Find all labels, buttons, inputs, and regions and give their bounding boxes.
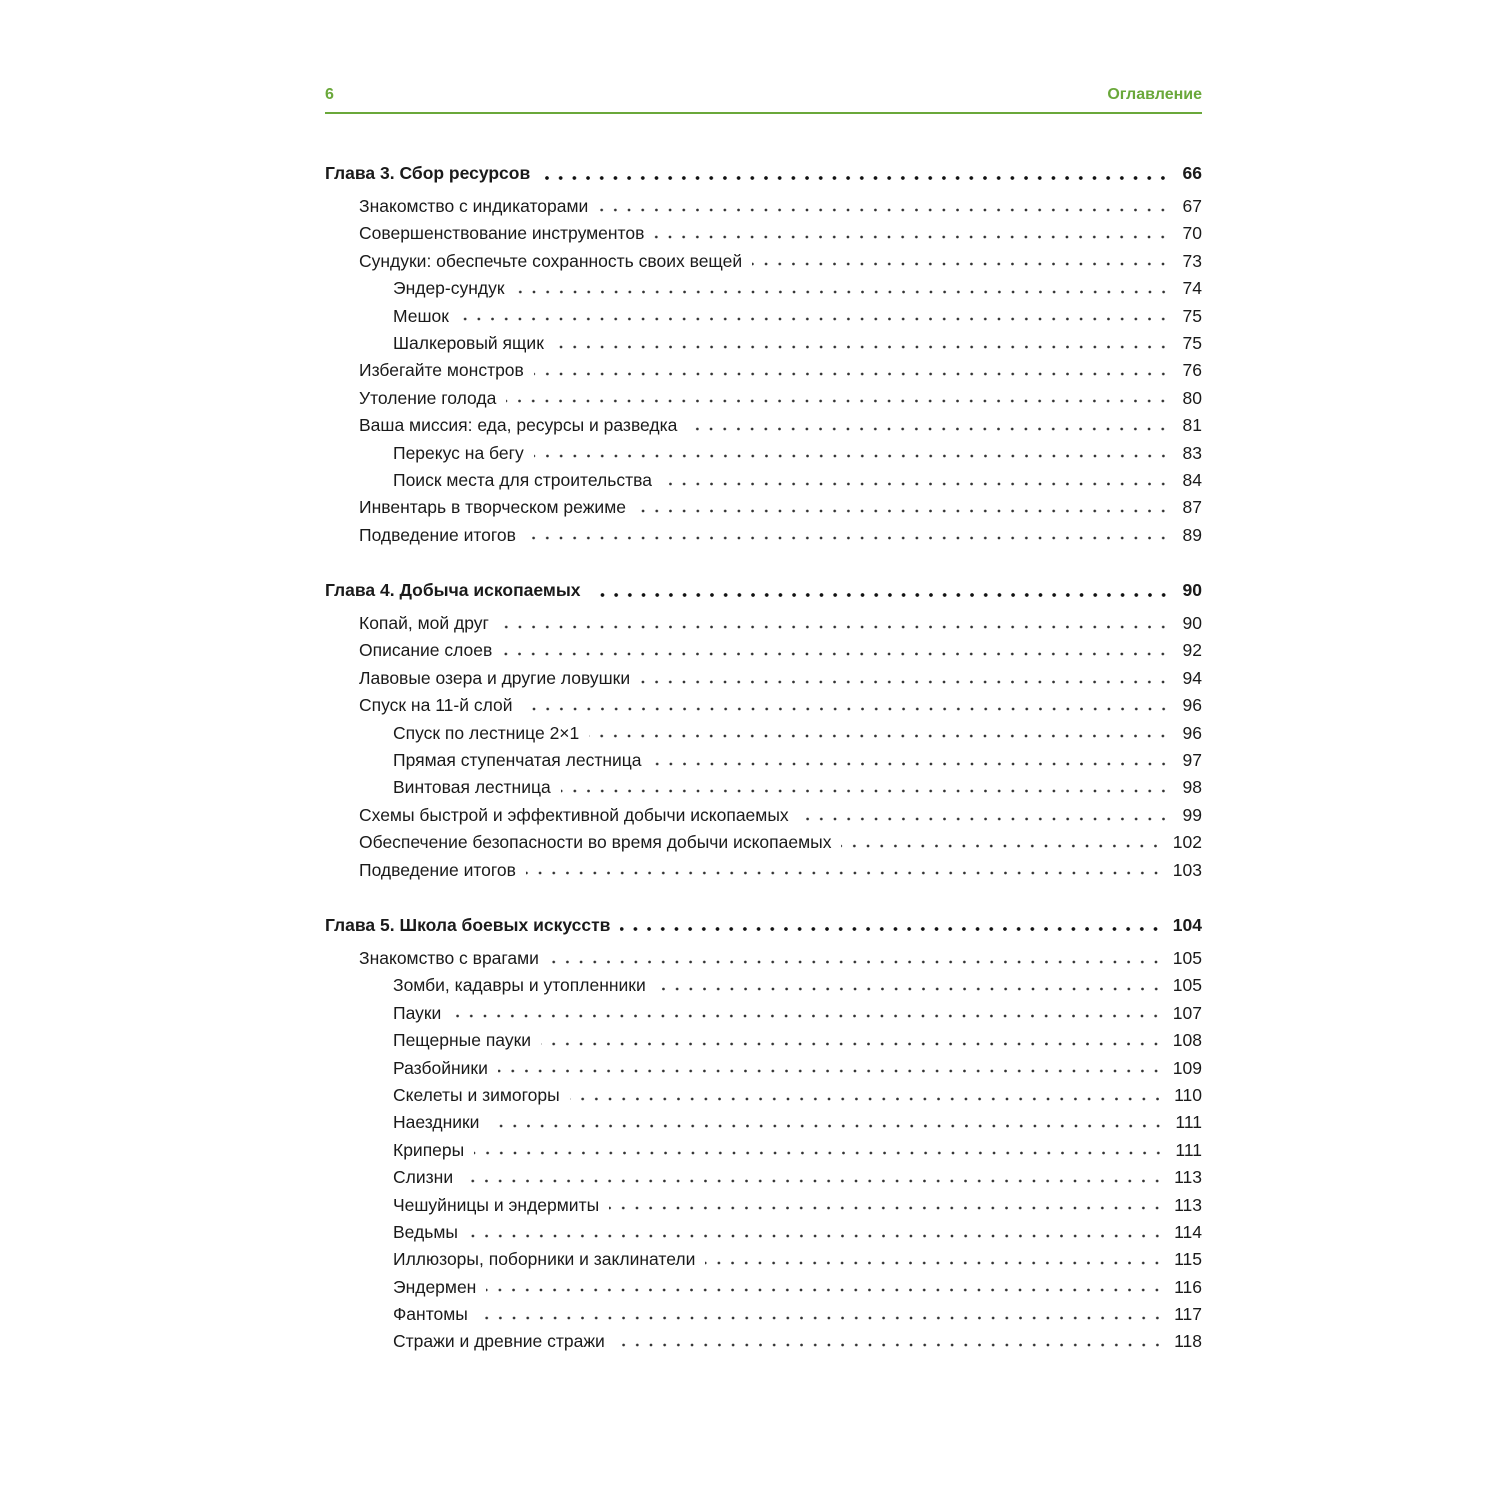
dot-leader <box>652 760 1170 768</box>
toc-entry-title: Перекус на бегу <box>393 442 524 463</box>
toc-page-number: 83 <box>1182 442 1202 463</box>
toc-entry-title: Схемы быстрой и эффективной добычи ископаемых <box>359 804 789 825</box>
toc-page-number: 116 <box>1174 1276 1202 1297</box>
toc-entry-title: Пауки <box>393 1002 442 1023</box>
toc-entry-title: Описание слоев <box>359 640 493 661</box>
dot-leader <box>526 869 1163 877</box>
toc-page-number: 94 <box>1182 667 1202 688</box>
toc-entry[interactable] <box>325 1000 1202 1027</box>
toc-page-number: 105 <box>1172 947 1202 968</box>
toc-page-number: 113 <box>1174 1167 1202 1188</box>
toc-page-number: 111 <box>1175 1139 1202 1160</box>
toc-entry[interactable] <box>325 945 1202 972</box>
toc-entry[interactable] <box>325 1137 1202 1164</box>
toc-entry-title: Обеспечение безопасности во время добычи ископаемых <box>359 832 832 853</box>
toc-entry[interactable] <box>325 774 1202 801</box>
section-title: Оглавление <box>1107 86 1202 103</box>
chapter-heading[interactable] <box>325 160 1202 193</box>
dot-leader <box>486 1286 1164 1294</box>
dot-leader <box>534 370 1170 378</box>
toc-entry[interactable] <box>325 1164 1202 1191</box>
toc-entry-title: Скелеты и зимогоры <box>393 1084 560 1105</box>
toc-entry-title: Ведьмы <box>393 1221 458 1242</box>
dot-leader <box>687 425 1170 433</box>
dot-leader <box>752 260 1170 268</box>
toc-page-number: 99 <box>1182 804 1202 825</box>
toc-entry-title: Глава 5. Школа боевых искусств <box>325 914 611 935</box>
dot-leader <box>459 315 1170 323</box>
chapter-section <box>325 912 1202 1356</box>
toc-page-number: 96 <box>1182 695 1202 716</box>
toc-page-number: 75 <box>1182 332 1202 353</box>
dot-leader <box>620 925 1162 933</box>
dot-leader <box>541 1040 1163 1048</box>
toc-entry[interactable] <box>325 440 1202 467</box>
toc-page-number: 114 <box>1174 1221 1202 1242</box>
toc-entry[interactable] <box>325 385 1202 412</box>
toc-entry[interactable] <box>325 1274 1202 1301</box>
toc-entry-title: Мешок <box>393 305 449 326</box>
dot-leader <box>561 787 1170 795</box>
dot-leader <box>540 174 1170 182</box>
chapter-section <box>325 577 1202 884</box>
toc-entry-title: Фантомы <box>393 1304 468 1325</box>
toc-entry-title: Избегайте монстров <box>359 360 524 381</box>
toc-entry-title: Спуск по лестнице 2×1 <box>393 722 580 743</box>
toc-page-number: 110 <box>1174 1084 1202 1105</box>
dot-leader <box>589 732 1170 740</box>
dot-leader <box>463 1177 1164 1185</box>
dot-leader <box>591 591 1171 599</box>
toc-entry-title: Утоление голода <box>359 387 497 408</box>
dot-leader <box>515 288 1170 296</box>
toc-page-number: 97 <box>1182 750 1202 771</box>
toc-entry[interactable] <box>325 1219 1202 1246</box>
dot-leader <box>654 233 1170 241</box>
toc-entry[interactable] <box>325 692 1202 719</box>
running-header <box>325 86 1202 114</box>
toc-page-number: 102 <box>1172 832 1202 853</box>
dot-leader <box>636 507 1170 515</box>
dot-leader <box>598 206 1170 214</box>
toc-page-number: 80 <box>1182 387 1202 408</box>
toc-entry[interactable] <box>325 1082 1202 1109</box>
toc-entry-title: Наездники <box>393 1112 480 1133</box>
toc-page-number: 111 <box>1175 1112 1202 1133</box>
dot-leader <box>526 534 1170 542</box>
toc-page-number: 90 <box>1182 613 1202 634</box>
toc-page-number: 118 <box>1174 1331 1202 1352</box>
toc-page-number: 67 <box>1182 196 1202 216</box>
toc-page-number: 92 <box>1182 640 1202 661</box>
toc-entry-title: Иллюзоры, поборники и заклинатели <box>393 1249 696 1270</box>
toc-entry-title: Лавовые озера и другие ловушки <box>359 667 631 688</box>
toc-entry[interactable] <box>325 1109 1202 1136</box>
dot-leader <box>489 1122 1165 1130</box>
toc-page-number: 105 <box>1172 975 1202 996</box>
toc-page-number: 108 <box>1172 1030 1202 1051</box>
toc-entry[interactable] <box>325 720 1202 747</box>
chapter-heading[interactable] <box>325 912 1202 945</box>
dot-leader <box>506 397 1170 405</box>
toc-entry-title: Прямая ступенчатая лестница <box>393 750 642 771</box>
toc-page-number: 103 <box>1172 859 1202 880</box>
toc-entry[interactable] <box>325 1192 1202 1219</box>
dot-leader <box>523 705 1171 713</box>
toc-page-number: 81 <box>1182 415 1202 436</box>
toc-entry-title: Копай, мой друг <box>359 613 489 634</box>
dot-leader <box>502 650 1170 658</box>
toc-entry-title: Совершенствование инструментов <box>359 223 645 244</box>
toc-entry-title: Знакомство с врагами <box>359 947 539 968</box>
toc-entry-title: Эндер-сундук <box>393 278 505 299</box>
toc-page-number: 74 <box>1182 278 1202 299</box>
dot-leader <box>554 343 1170 351</box>
toc-entry[interactable] <box>325 303 1202 330</box>
toc-page-number: 90 <box>1182 580 1202 601</box>
chapter-section <box>325 160 1202 549</box>
dot-leader <box>662 480 1170 488</box>
dot-leader <box>468 1232 1164 1240</box>
toc-page-number: 75 <box>1182 305 1202 326</box>
toc-entry-title: Ваша миссия: еда, ресурсы и разведка <box>359 415 678 436</box>
toc-entry-title: Стражи и древние стражи <box>393 1331 605 1352</box>
toc-entry-title: Знакомство с индикаторами <box>359 196 589 216</box>
toc-entry[interactable] <box>325 610 1202 637</box>
toc-entry-title: Шалкеровый ящик <box>393 332 544 353</box>
toc-entry[interactable] <box>325 829 1202 856</box>
toc-entry-title: Поиск места для строительства <box>393 469 652 490</box>
dot-leader <box>499 623 1170 631</box>
toc-page-number: 107 <box>1172 1002 1202 1023</box>
toc-entry-title: Чешуйницы и эндермиты <box>393 1194 600 1215</box>
toc-page-number: 109 <box>1172 1057 1202 1078</box>
toc-page-number: 117 <box>1174 1304 1202 1325</box>
dot-leader <box>609 1204 1164 1212</box>
dot-leader <box>705 1259 1164 1267</box>
toc-entry-title: Криперы <box>393 1139 465 1160</box>
toc-entry-title: Глава 3. Сбор ресурсов <box>325 163 531 183</box>
toc-page-number: 89 <box>1182 524 1202 545</box>
chapter-heading[interactable] <box>325 577 1202 610</box>
table-of-contents <box>325 160 1202 1384</box>
toc-entry[interactable] <box>325 1328 1202 1355</box>
toc-entry-title: Сундуки: обеспечьте сохранность своих вещей <box>359 250 743 271</box>
toc-page-number: 84 <box>1182 469 1202 490</box>
toc-entry[interactable] <box>325 637 1202 664</box>
toc-entry[interactable] <box>325 522 1202 549</box>
dot-leader <box>549 958 1163 966</box>
toc-page-number: 113 <box>1174 1194 1202 1215</box>
dot-leader <box>656 985 1163 993</box>
toc-entry-title: Подведение итогов <box>359 859 516 880</box>
toc-entry[interactable] <box>325 275 1202 302</box>
toc-page-number: 98 <box>1182 777 1202 798</box>
toc-entry[interactable] <box>325 494 1202 521</box>
toc-entry-title: Эндермен <box>393 1276 477 1297</box>
toc-entry-title: Зомби, кадавры и утопленники <box>393 975 646 996</box>
dot-leader <box>615 1341 1164 1349</box>
toc-entry[interactable] <box>325 747 1202 774</box>
toc-entry[interactable] <box>325 220 1202 247</box>
toc-entry[interactable] <box>325 357 1202 384</box>
toc-entry[interactable] <box>325 412 1202 439</box>
dot-leader <box>841 842 1162 850</box>
toc-entry[interactable] <box>325 665 1202 692</box>
toc-page-number: 87 <box>1182 497 1202 518</box>
toc-entry[interactable] <box>325 330 1202 357</box>
dot-leader <box>570 1095 1164 1103</box>
toc-entry[interactable] <box>325 1055 1202 1082</box>
toc-entry-title: Спуск на 11-й слой <box>359 695 513 716</box>
toc-entry-title: Разбойники <box>393 1057 488 1078</box>
toc-entry-title: Глава 4. Добыча ископаемых <box>325 580 581 601</box>
toc-entry-title: Пещерные пауки <box>393 1030 532 1051</box>
dot-leader <box>640 678 1170 686</box>
toc-page-number: 115 <box>1174 1249 1202 1270</box>
toc-entry-title: Винтовая лестница <box>393 777 551 798</box>
toc-entry-title: Слизни <box>393 1167 454 1188</box>
toc-page-number: 104 <box>1172 914 1202 935</box>
toc-entry[interactable] <box>325 467 1202 494</box>
dot-leader <box>474 1149 1165 1157</box>
toc-entry-title: Подведение итогов <box>359 524 516 545</box>
toc-page-number: 96 <box>1182 722 1202 743</box>
dot-leader <box>534 452 1170 460</box>
toc-page-number: 66 <box>1182 163 1202 183</box>
toc-page-number: 76 <box>1182 360 1202 381</box>
toc-entry-title: Инвентарь в творческом режиме <box>359 497 626 518</box>
toc-entry[interactable] <box>325 1027 1202 1054</box>
toc-page-number: 70 <box>1182 223 1202 244</box>
toc-entry[interactable] <box>325 248 1202 275</box>
toc-entry[interactable] <box>325 802 1202 829</box>
toc-entry[interactable] <box>325 857 1202 884</box>
dot-leader <box>498 1067 1163 1075</box>
toc-entry[interactable] <box>325 972 1202 999</box>
toc-entry[interactable] <box>325 193 1202 220</box>
toc-entry[interactable] <box>325 1301 1202 1328</box>
dot-leader <box>451 1012 1163 1020</box>
dot-leader <box>478 1314 1164 1322</box>
toc-page-number: 73 <box>1182 250 1202 271</box>
toc-entry[interactable] <box>325 1246 1202 1273</box>
dot-leader <box>799 815 1170 823</box>
page-number: 6 <box>325 86 334 103</box>
